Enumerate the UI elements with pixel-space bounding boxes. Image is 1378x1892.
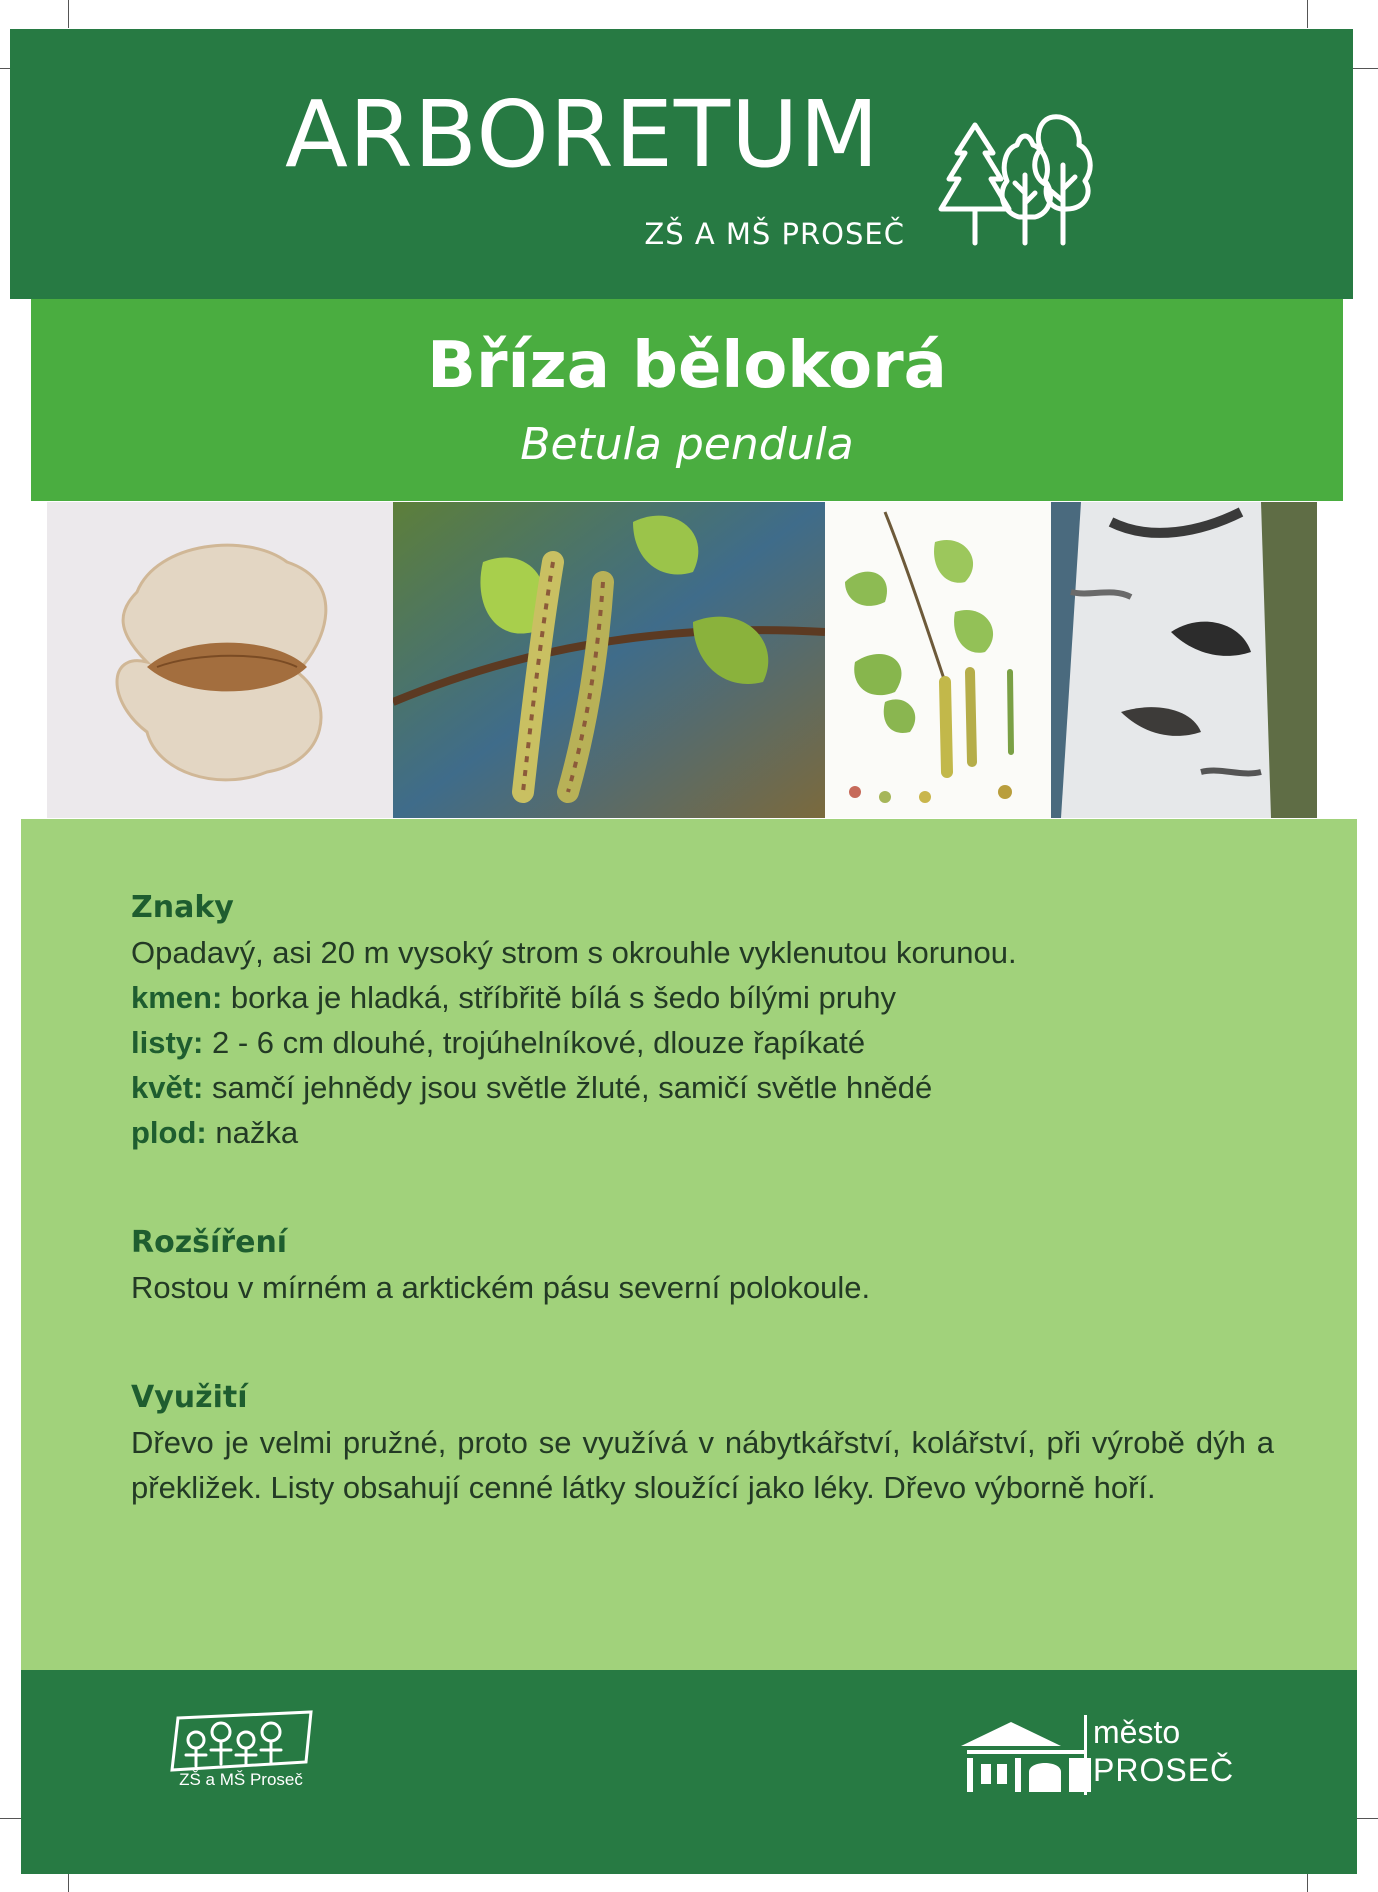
znaky-intro: Opadavý, asi 20 m vysoký strom s okrouhle vyklenutou korunou. [131, 935, 1017, 970]
town-word: město [1093, 1714, 1181, 1750]
town-house-icon [961, 1720, 1096, 1795]
section-heading-znaky: Znaky [131, 890, 234, 925]
bark-photo [1051, 502, 1317, 818]
section-heading-vyuziti: Využití [131, 1380, 248, 1415]
brand-subtitle: ZŠ A MŠ PROSEČ [644, 217, 905, 251]
trait-plod [131, 1110, 1274, 1155]
footer-band [21, 1670, 1357, 1874]
school-label: ZŠ a MŠ Proseč [179, 1770, 303, 1789]
spacer [131, 1155, 1274, 1220]
trait-label: plod: [131, 1115, 207, 1150]
rozsireni-text: Rostou v mírném a arktickém pásu severní polokoule. [131, 1270, 871, 1305]
trees-icon [935, 105, 1095, 255]
crop-mark [1307, 0, 1308, 28]
photo-strip [47, 502, 1317, 818]
botanical-illustration [825, 502, 1051, 818]
brand-title: ARBORETUM [285, 81, 880, 188]
trait-label: kmen: [131, 980, 223, 1015]
town-name: PROSEČ [1093, 1752, 1235, 1788]
trait-kmen [131, 975, 1274, 1020]
trait-text: samčí jehnědy jsou světle žluté, samičí světle hnědé [203, 1070, 933, 1105]
seed-photo [47, 502, 393, 818]
town-divider [1084, 1715, 1087, 1795]
vyuziti-text: Dřevo je velmi pružné, proto se využívá v nábytkářství, kolářství, při výrobě dýh a překližek. Listy obsahují cenné látky sloužící jako léky. Dřevo výborně hoří. [131, 1425, 1274, 1505]
trait-listy [131, 1020, 1274, 1065]
trait-kvet [131, 1065, 1274, 1110]
common-name: Bříza bělokorá [427, 329, 947, 403]
brand-block [285, 81, 905, 260]
trait-text: 2 - 6 cm dlouhé, trojúhelníkové, dlouze řapíkaté [203, 1025, 866, 1060]
section-heading-rozsireni: Rozšíření [131, 1225, 288, 1260]
catkins-photo [393, 502, 825, 818]
species-title-band [31, 299, 1343, 501]
crop-mark [68, 0, 69, 28]
info-panel [21, 819, 1357, 1670]
trait-label: květ: [131, 1070, 204, 1105]
spacer [131, 1310, 1274, 1375]
latin-name: Betula pendula [520, 419, 854, 470]
trait-text: nažka [206, 1115, 299, 1150]
info-body [131, 885, 1274, 1510]
trait-text: borka je hladká, stříbřitě bílá s šedo bílými pruhy [222, 980, 897, 1015]
trait-label: listy: [131, 1025, 204, 1060]
